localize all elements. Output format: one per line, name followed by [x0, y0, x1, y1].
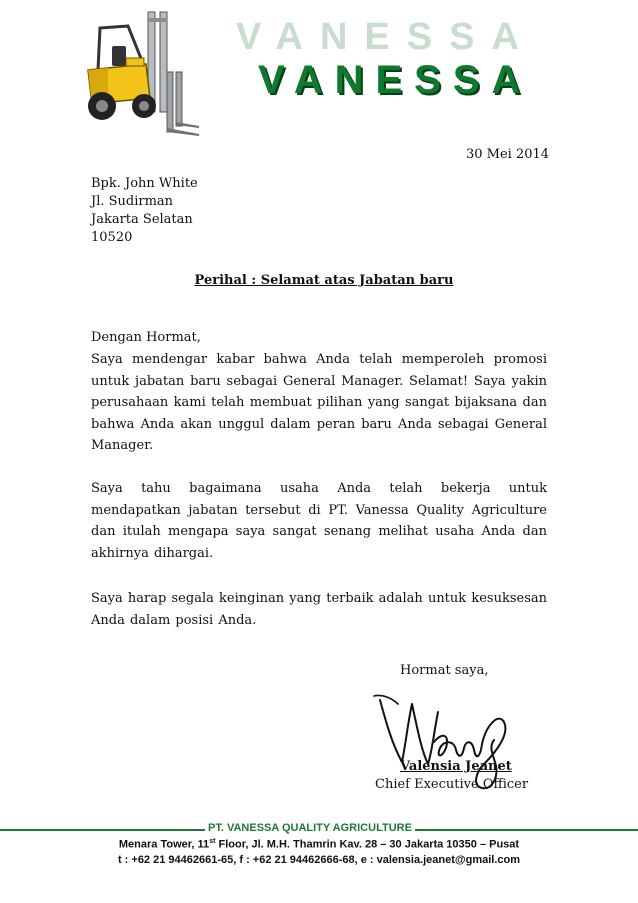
logo-wordmark: VANESSA [258, 58, 533, 102]
footer-address-ordinal: st [209, 838, 216, 845]
letter-closing: Hormat saya, [400, 663, 489, 678]
letter-subject: Perihal : Selamat atas Jabatan baru [194, 273, 454, 288]
footer-address-rest: Floor, Jl. M.H. Thamrin Kav. 28 – 30 Jakarta 10350 – Pusat [215, 838, 520, 851]
letter-greeting: Dengan Hormat, [91, 330, 201, 345]
body-paragraph-1: Saya mendengar kabar bahwa Anda telah memperoleh promosi untuk jabatan baru sebagai General Manager. Selamat! Saya yakin perusahaan kami telah membuat pilihan yang sangat bijaksana dan bahwa Anda akan unggul dalam peran baru Anda sebagai General Manager. [91, 352, 547, 453]
footer-company-name: PT. VANESSA QUALITY AGRICULTURE [205, 822, 415, 834]
logo-shadow-text: VANESSA [236, 16, 536, 58]
recipient-street: Jl. Sudirman [91, 194, 174, 209]
body-paragraph-2: Saya tahu bagaimana usaha Anda telah bekerja untuk mendapatkan jabatan tersebut di PT. Vanessa Quality Agriculture dan itulah mengapa saya sangat senang melihat usaha Anda dan akhirnya dihargai. [91, 481, 547, 561]
body-paragraph-3: Saya harap segala keinginan yang terbaik adalah untuk kesuksesan Anda dalam posisi Anda. [91, 591, 547, 628]
recipient-postcode: 10520 [91, 230, 133, 245]
signer-title: Chief Executive Officer [375, 777, 529, 792]
letter-date: 30 Mei 2014 [466, 147, 550, 162]
recipient-address [91, 175, 198, 247]
signer-name: Valensia Jeanet [400, 759, 512, 774]
recipient-city: Jakarta Selatan [91, 212, 193, 227]
recipient-name: Bpk. John White [91, 176, 198, 191]
footer-address [0, 838, 638, 851]
forklift-logo-icon [78, 8, 200, 136]
footer-address-start: Menara Tower, 11 [118, 838, 210, 851]
footer-contact: t : +62 21 94462661-65, f : +62 21 94462666-68, e : valensia.jeanet@gmail.com [117, 854, 521, 866]
